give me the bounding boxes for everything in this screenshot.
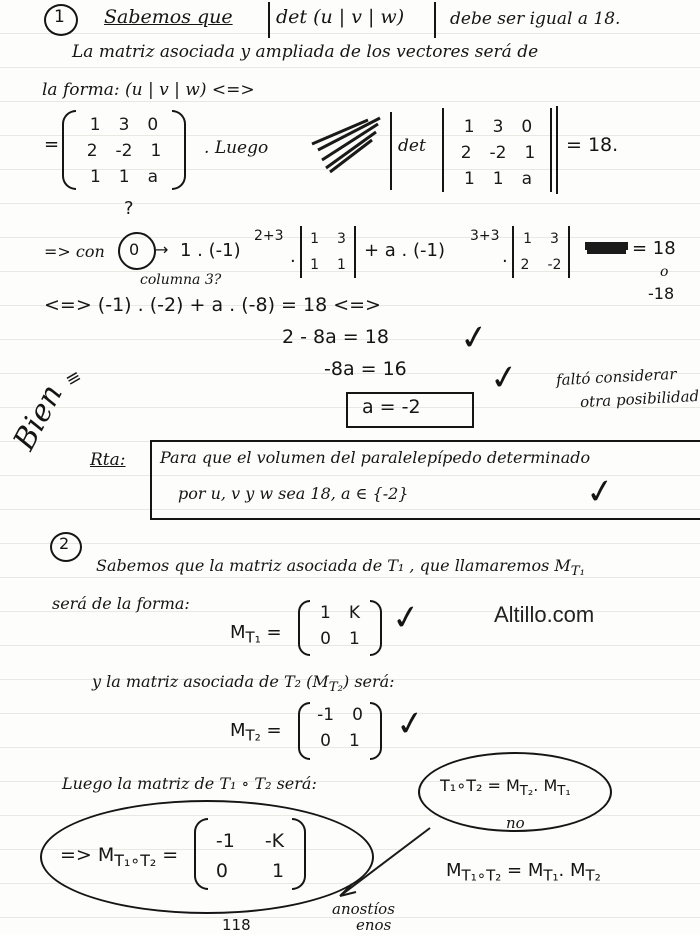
expansion-term-1: 1 . (-1) <box>180 240 241 261</box>
det-cell: 2 <box>460 143 472 163</box>
circled-sub-2: T₁ <box>557 784 571 800</box>
check-mark-mt1: ✓ <box>389 596 424 640</box>
answer-line-2: por u, v y w sea 18, a ∈ {-2} <box>178 484 409 503</box>
expansion-eq-18: = 18 <box>632 238 676 259</box>
exponent-1: 2+3 <box>254 228 284 244</box>
or-label: o <box>660 264 669 280</box>
dot-1: . <box>290 246 296 267</box>
mt2-sub: T₂ <box>245 726 261 745</box>
correct-sub-3: T₂ <box>585 866 601 885</box>
minor-cell: 1 <box>337 257 346 273</box>
question-mark: ? <box>124 198 134 219</box>
bien-equals: ≡ <box>61 365 86 392</box>
result-value: a = -2 <box>362 396 421 418</box>
matrix-cell: 1 <box>89 115 101 135</box>
intro-sabemos-que: Sabemos que <box>104 6 233 28</box>
step-1: <=> (-1) . (-2) + a . (-8) = 18 <=> <box>44 294 381 316</box>
mt1-sub: T₁ <box>245 628 261 647</box>
mt1-cell: 1 <box>320 603 331 623</box>
minor-cell: -2 <box>547 257 562 273</box>
final-cell: -K <box>264 830 285 852</box>
mt1-cell: 1 <box>349 629 360 649</box>
matrix-cell: a <box>147 167 159 187</box>
correct-sub-2: T₁ <box>543 866 559 885</box>
final-label: => $M_{T_1\circ T_2}$ = <box>60 844 179 870</box>
dot-2: . <box>502 246 508 267</box>
watermark: Altillo.com <box>494 602 595 627</box>
step-2: 2 - 8a = 18 <box>282 326 389 348</box>
expansion-prefix: => con <box>44 242 105 261</box>
det-cell: 1 <box>524 143 536 163</box>
det-cell: 1 <box>492 169 504 189</box>
matrix-cell: -2 <box>115 141 133 161</box>
mt2-cell: -1 <box>317 705 335 725</box>
matrix-cell: 1 <box>118 167 130 187</box>
det-cell: -2 <box>489 143 507 163</box>
check-mark-step3: ✓ <box>487 356 522 400</box>
circled-formula: T₁∘T₂ = $M_{T_2}$. $M_{T_1}$ <box>440 776 571 800</box>
correct-formula: $M_{T_1\circ T_2} = M_{T_1}$. $M_{T_2}$ <box>446 860 601 885</box>
minor-cell: 2 <box>520 257 530 273</box>
matrix-cell: 1 <box>150 141 162 161</box>
mt2-label: $M_{T_2}$ = <box>230 720 282 745</box>
check-mark-step2: ✓ <box>457 316 492 360</box>
luego-label: . Luego <box>204 138 269 158</box>
arrow-to-term: → <box>155 240 169 259</box>
mt2-cell: 1 <box>349 731 360 751</box>
check-mark-mt2: ✓ <box>393 702 428 746</box>
problem-2-number: 2 <box>59 534 70 553</box>
bien-mark: Bien <box>6 378 70 457</box>
line-la-forma: la forma: (u | v | w) <=> <box>42 80 255 100</box>
p2-line-3: y la matriz asociada de T₂ $(M_{T_2})$ será: <box>92 672 395 696</box>
minor-cell: 3 <box>337 231 346 247</box>
no-mark: no <box>506 814 525 832</box>
mt2-cell: 0 <box>320 731 331 751</box>
page-foot: 118 <box>222 916 251 934</box>
det-cell: 3 <box>492 117 504 137</box>
p2-line-2: será de la forma: <box>52 594 190 613</box>
minor-cell: 1 <box>310 257 319 273</box>
minor-cell: 3 <box>550 231 559 247</box>
final-cell: -1 <box>215 830 235 852</box>
minor-cell: 1 <box>310 231 319 247</box>
line-matriz-asociada: La matriz asociada y ampliada de los vectores será de <box>72 42 539 62</box>
problem-1-number: 1 <box>54 7 65 27</box>
correct-sub-1: T₁∘T₂ <box>461 866 502 885</box>
det-equals-18: = 18. <box>566 134 619 156</box>
intro-det-expression: det (u | v | w) <box>276 6 405 28</box>
matrix-cell: 0 <box>147 115 159 135</box>
matrix-cell: 1 <box>89 167 101 187</box>
columna-note: columna 3? <box>140 272 222 288</box>
intro-debe-ser: debe ser igual a 18. <box>450 9 621 29</box>
arrow-note-line2: enos <box>356 916 392 934</box>
mt1-cell: K <box>348 603 360 623</box>
circled-zero: 0 <box>129 240 140 259</box>
det-label: det <box>398 136 426 156</box>
mt1-label: $M_{T_1}$ = <box>230 622 282 647</box>
det-cell: 1 <box>463 169 475 189</box>
p2-line-1: Sabemos que la matriz asociada de T₁ , que llamaremos $M_{T_1}$ <box>96 556 586 580</box>
matrix-cell: 3 <box>118 115 130 135</box>
mt2-cell: 0 <box>352 705 363 725</box>
falto-note-line2: otra posibilidad <box>579 386 700 412</box>
final-cell: 0 <box>215 860 228 882</box>
circled-sub-1: T₂ <box>519 784 534 800</box>
det-cell: a <box>521 169 533 189</box>
matrix-cell: 2 <box>86 141 98 161</box>
plus-a-term: + a . (-1) <box>364 240 445 261</box>
falto-note-line1: faltó considerar <box>555 364 677 390</box>
det-cell: 1 <box>463 117 475 137</box>
rta-label: Rta: <box>90 450 126 470</box>
p2-line-4: Luego la matriz de T₁ ∘ T₂ será: <box>62 774 317 793</box>
final-cell: 1 <box>272 860 285 882</box>
mt1-cell: 0 <box>320 629 331 649</box>
arrow-note-line1: anostíos <box>332 900 395 918</box>
p2-line-3-sub: T₂ <box>328 680 343 696</box>
exponent-2: 3+3 <box>470 228 500 244</box>
step-3: -8a = 16 <box>324 358 407 380</box>
p2-line-1-sub: T₁ <box>570 564 586 580</box>
check-mark-answer: ✓ <box>583 470 618 514</box>
matrix-equals-sign: = <box>44 134 60 155</box>
answer-line-1: Para que el volumen del paralelepípedo determinado <box>160 448 591 467</box>
final-sub: T₁∘T₂ <box>114 850 157 870</box>
minor-cell: 1 <box>523 231 532 247</box>
det-cell: 0 <box>521 117 533 137</box>
minus-18: -18 <box>648 284 675 303</box>
